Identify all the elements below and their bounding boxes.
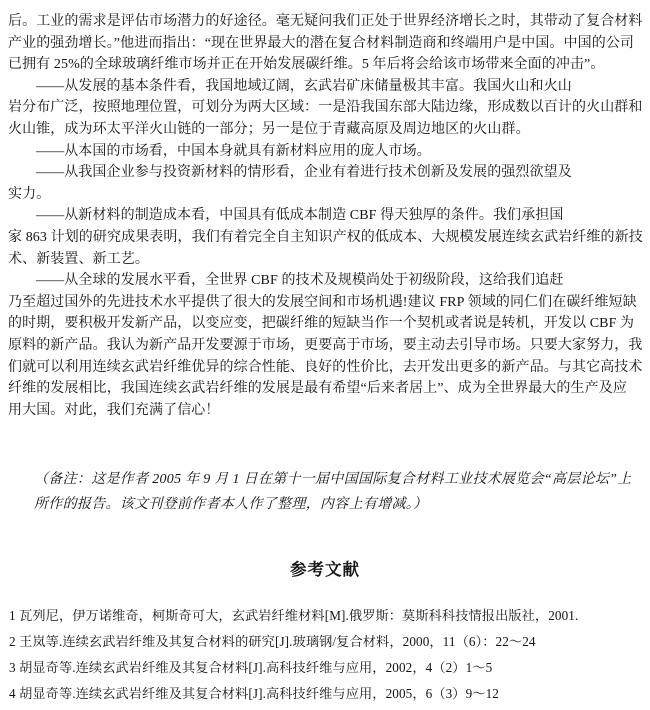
references-heading: 参考文献	[290, 560, 360, 580]
body-line: 原料的新产品。我认为新产品开发要源于市场，更要高于市场，要主动去引导市场。只要大家努力，我	[8, 337, 643, 353]
body-line: 术、新装置、新工艺。	[8, 251, 149, 267]
body-line-dash-paragraph: ——从我国企业参与投资新材料的情形看，企业有着进行技术创新及发展的强烈欲望及	[36, 165, 572, 181]
body-line: 用大国。对此，我们充满了信心！	[8, 402, 220, 418]
reference-item: 2 王岚等.连续玄武岩纤维及其复合材料的研究[J].玻璃钢/复合材料，2000，11（6）：22～24	[9, 634, 536, 650]
body-line-dash-paragraph: ——从新材料的制造成本看，中国具有低成本制造 CBF 得天独厚的条件。我们承担国	[36, 208, 564, 224]
reference-item: 4 胡显奇等.连续玄武岩纤维及其复合材料[J].高科技纤维与应用，2005，6（3）9～12	[9, 686, 499, 702]
body-line: 家 863 计划的研究成果表明，我们有着完全自主知识产权的低成本、大规模发展连续玄武岩纤维的新技	[8, 229, 643, 245]
body-line-dash-paragraph: ——从本国的市场看，中国本身就具有新材料应用的庞人市场。	[36, 143, 431, 159]
body-line: 们就可以利用连续玄武岩纤维优异的综合性能、良好的性价比，去开发出更多的新产品。与其它高技术	[8, 359, 643, 375]
body-line: 产业的强劲增长。”他进而指出：“现在世界最大的潜在复合材料制造商和终端用户是中国。中国的公司	[8, 35, 635, 51]
body-line: 岩分布广泛，按照地理位置，可划分为两大区域：一是沿我国东部大陆边缘，形成数以百计的火山群和	[8, 100, 643, 116]
body-line: 纤维的发展相比，我国连续玄武岩纤维的发展是最有希望“后来者居上”、成为全世界最大的生产及应	[8, 381, 627, 397]
author-note	[0, 467, 650, 517]
body-line: 已拥有 25%的全球玻璃纤维市场并正在开始发展碳纤维。5 年后将会给该市场带来全面的冲击”。	[8, 57, 605, 73]
body-line: 火山锥，成为环太平洋火山链的一部分；另一是位于青藏高原及周边地区的火山群。	[8, 121, 530, 137]
body-line: 乃至超过国外的先进技术水平提供了很大的发展空间和市场机遇!建议 FRP 领域的同仁们在碳纤维短缺	[8, 294, 637, 310]
body-line-dash-paragraph: ——从发展的基本条件看，我国地域辽阔，玄武岩矿床储量极其丰富。我国火山和火山	[36, 78, 572, 94]
body-line: 的时期，要积极开发新产品，以变应变，把碳纤维的短缺当作一个契机或者说是转机，开发以 CBF 为	[8, 316, 635, 332]
reference-item: 3 胡显奇等.连续玄武岩纤维及其复合材料[J].高科技纤维与应用，2002，4（2）1～5	[9, 660, 493, 676]
note-line: （备注：这是作者 2005 年 9 月 1 日在第十一届中国国际复合材料工业技术展览会“高层论坛”上	[34, 472, 632, 488]
reference-item: 1 瓦列尼，伊万诺维奇，柯斯奇可大，玄武岩纤维材料[M].俄罗斯：莫斯科科技情报出版社，2001.	[9, 608, 579, 624]
body-line: 实力。	[8, 186, 51, 202]
body-line: 后。工业的需求是评估市场潜力的好途径。毫无疑问我们正处于世界经济增长之时，其带动了复合材料	[8, 14, 643, 29]
note-line: 所作的报告。该文刊登前作者本人作了整理，内容上有增减。）	[34, 497, 428, 513]
body-line-dash-paragraph: ——从全球的发展水平看，全世界 CBF 的技术及规模尚处于初级阶段，这给我们追赶	[36, 273, 564, 289]
references-list	[0, 603, 650, 707]
